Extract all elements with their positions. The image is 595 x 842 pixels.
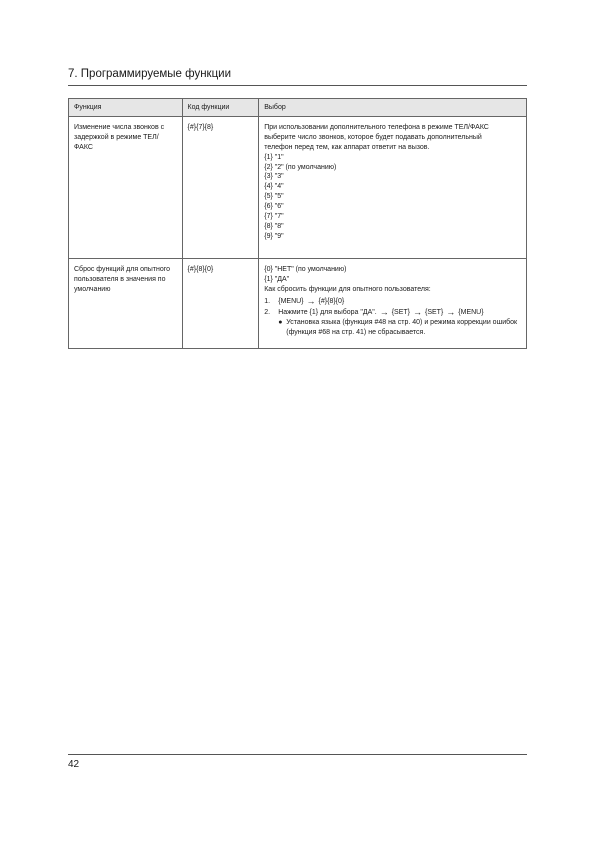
header-code: Код функции	[182, 99, 259, 117]
description-line: При использовании дополнительного телефона в режиме ТЕЛ/ФАКС	[264, 123, 489, 131]
step-number: 2.	[264, 308, 271, 316]
function-cell: Сброс функций для опытного пользователя в значения по умолчанию	[69, 258, 183, 348]
step-2	[264, 308, 521, 318]
option-item: {1} "ДА"	[264, 275, 290, 283]
menu-key: {MENU}	[278, 297, 304, 305]
option-item: {8} "8"	[264, 222, 284, 230]
header-selection: Выбор	[259, 99, 527, 117]
footer-divider	[68, 754, 527, 755]
arrow-right-icon: →	[306, 295, 316, 306]
option-item: {4} "4"	[264, 183, 284, 191]
page-title: 7. Программируемые функции	[68, 68, 232, 80]
table-row	[69, 258, 527, 348]
option-item: {1} "1"	[264, 153, 284, 161]
option-item: {7} "7"	[264, 213, 284, 221]
set-key: {SET}	[391, 308, 410, 316]
step-1	[264, 297, 521, 307]
header-function: Функция	[69, 99, 183, 117]
step-text: Нажмите {1} для выбора "ДА".	[278, 308, 377, 316]
note-item	[278, 318, 521, 338]
description-line: телефон перед тем, как аппарат ответит на вызов.	[264, 143, 430, 151]
table-row	[69, 116, 527, 258]
menu-key: {MENU}	[458, 308, 484, 316]
note-text: Установка языка (функция #48 на стр. 40) и режима коррекции ошибок (функция #68 на стр. 41) не сбрасывается.	[286, 319, 518, 337]
option-item: {5} "5"	[264, 193, 284, 201]
steps-list	[264, 297, 521, 339]
feature-code-keys: {#}{8}{0}	[318, 297, 345, 305]
selection-cell	[259, 116, 527, 258]
code-cell: {#}{7}{8}	[182, 116, 259, 258]
option-item: {6} "6"	[264, 203, 284, 211]
step-number: 1.	[264, 297, 271, 305]
arrow-right-icon: →	[379, 306, 389, 317]
instruction-heading: Как сбросить функции для опытного пользователя:	[264, 285, 431, 293]
option-item: {3} "3"	[264, 173, 284, 181]
set-key: {SET}	[424, 308, 444, 316]
description-line: выберите число звонков, которое будет подавать дополнительный	[264, 133, 482, 141]
function-cell: Изменение числа звонков с задержкой в режиме ТЕЛ/ФАКС	[69, 116, 183, 258]
code-cell: {#}{8}{0}	[182, 258, 259, 348]
selection-cell	[259, 258, 527, 348]
arrow-right-icon: →	[446, 306, 456, 317]
features-table	[68, 98, 527, 349]
option-item: {9} "9"	[264, 232, 284, 240]
page-number: 42	[68, 759, 80, 770]
option-item: {0} "НЕТ" (по умолчанию)	[264, 265, 347, 273]
table-header-row	[69, 99, 527, 117]
bullet-icon: ●	[278, 319, 283, 327]
title-divider	[68, 85, 527, 86]
arrow-right-icon: →	[412, 306, 422, 317]
option-item: {2} "2" (по умолчанию)	[264, 163, 337, 171]
